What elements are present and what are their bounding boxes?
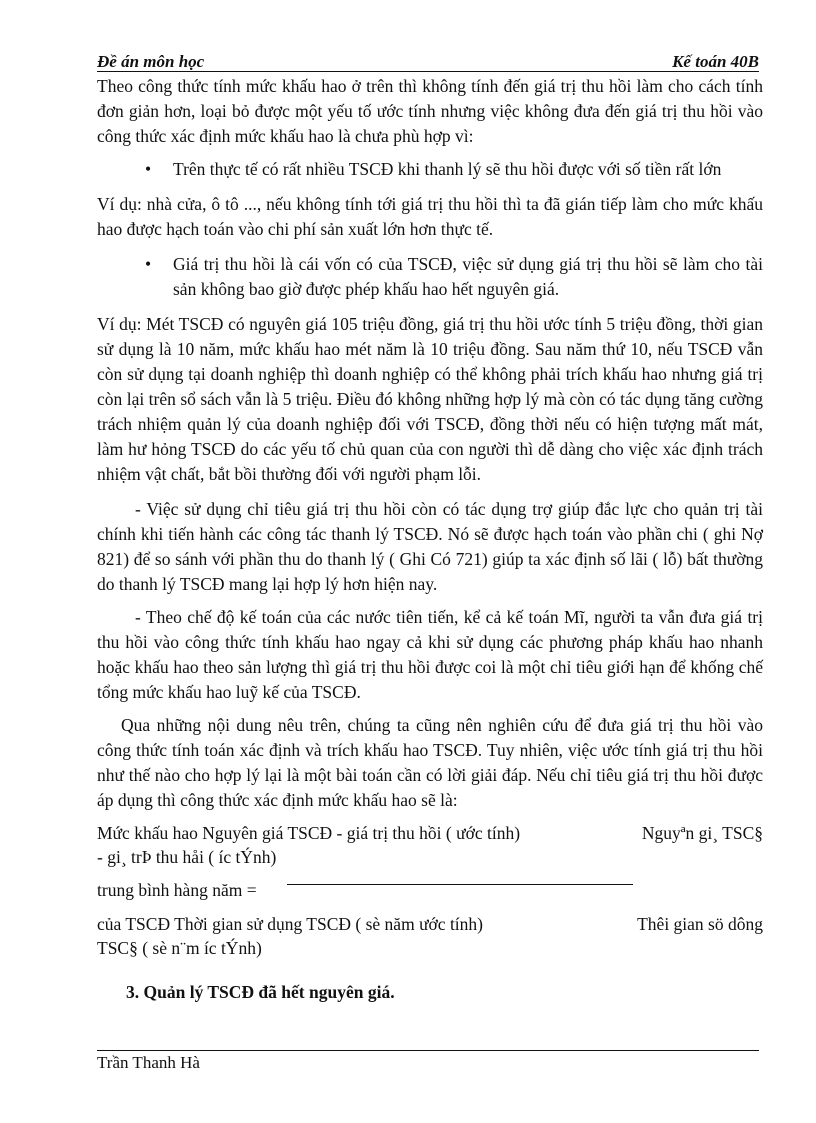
- fraction-bar: [287, 884, 633, 885]
- footer-author: Trần Thanh Hà: [97, 1053, 200, 1072]
- header-class-name: Kế toán 40B: [672, 52, 759, 71]
- document-body: [97, 74, 763, 961]
- depreciation-formula: [97, 821, 763, 961]
- bullet-text-2: Giá trị thu hồi là cái vốn có của TSCĐ, việc sử dụng giá trị thu hồi sẽ làm cho tài sản không bao giờ được phép khấu hao hết nguyên giá.: [173, 254, 763, 299]
- formula-line-4-garbled: Thêi gian sö dông: [637, 914, 763, 934]
- header-rule: [97, 71, 759, 72]
- dash-paragraph-1: - Việc sử dụng chỉ tiêu giá trị thu hồi còn có tác dụng trợ giúp đắc lực cho quản trị tài chính khi tiến hành các công tác thanh lý TSCĐ. Nó sẽ được hạch toán vào phần chi ( ghi Nợ 821) để so sánh với phần thu do thanh lý ( Ghi Có 721) giúp ta xác định số lãi ( lỗ) bất thường do thanh lý TSCĐ mang lại hợp lý hơn hiện nay.: [97, 499, 763, 594]
- footer-rule: [97, 1050, 759, 1051]
- formula-line-3: trung bình hàng năm =: [97, 880, 257, 900]
- page-header: [97, 52, 759, 72]
- bullet-item-2: [97, 252, 763, 302]
- formula-line-4: của TSCĐ Thời gian sử dụng TSCĐ ( sè năm ước tính): [97, 914, 483, 934]
- bullet-icon: •: [145, 254, 152, 274]
- conclusion-paragraph: Qua những nội dung nêu trên, chúng ta cũng nên nghiên cứu để đưa giá trị thu hồi vào công thức tính toán xác định và trích khấu hao TSCĐ. Tuy nhiên, việc ước tính giá trị thu hồi như thế nào cho hợp lý lại là một bài toán cần có lời giải đáp. Nếu chỉ tiêu giá trị thu hồi được áp dụng thì công thức xác định mức khấu hao sẽ là:: [97, 715, 763, 810]
- bullet-text-1: Trên thực tế có rất nhiều TSCĐ khi thanh lý sẽ thu hồi được với số tiền rất lớn: [173, 159, 722, 179]
- header-course-title: Đề án môn học: [97, 52, 205, 71]
- section-heading: 3. Quản lý TSCĐ đã hết nguyên giá.: [126, 982, 395, 1002]
- dash-paragraph-2: - Theo chế độ kế toán của các nước tiên tiến, kể cả kế toán Mĩ, người ta vẫn đưa giá trị thu hồi vào công thức tính khấu hao ngay cả khi sử dụng các phương pháp khấu hao nhanh hoặc khấu hao theo sản lượng thì giá trị thu hồi được coi là một chỉ tiêu giới hạn để khống chế tổng mức khấu hao luỹ kế của TSCĐ.: [97, 607, 763, 702]
- formula-line-1-garbled: Nguyªn gi¸ TSC§: [641, 823, 763, 843]
- example-paragraph-1: Ví dụ: nhà cửa, ô tô ..., nếu không tính tới giá trị thu hồi thì ta đã gián tiếp làm cho mức khấu hao được hạch toán vào chi phí sản xuất lớn hơn thực tế.: [97, 194, 763, 239]
- intro-paragraph: Theo công thức tính mức khấu hao ở trên thì không tính đến giá trị thu hồi làm cho cách tính đơn giản hơn, loại bỏ được một yếu tố ước tính nhưng việc không đưa đến giá trị thu hồi vào công thức xác định mức khấu hao là chưa phù hợp vì:: [97, 76, 763, 146]
- formula-line-2: - gi¸ trÞ thu håi ( íc tÝnh): [97, 847, 277, 867]
- bullet-icon: •: [145, 159, 152, 179]
- bullet-item-1: [97, 157, 763, 182]
- formula-line-1: Mức khấu hao Nguyên giá TSCĐ - giá trị thu hồi ( ước tính): [97, 823, 521, 843]
- example-paragraph-2: Ví dụ: Mét TSCĐ có nguyên giá 105 triệu đồng, giá trị thu hồi ước tính 5 triệu đồng, thời gian sử dụng là 10 năm, mức khấu hao mét năm là 10 triệu đồng. Sau năm thứ 10, nếu TSCĐ vẫn còn sử dụng tại doanh nghiệp thì doanh nghiệp có thể không phải trích khấu hao nhưng giá trị còn lại trên sổ sách vẫn là 5 triệu. Điều đó không những hợp lý mà còn có tác dụng tăng cường trách nhiệm quản lý của doanh nghiệp đối với TSCĐ, đồng thời nếu có hiện tượng mất mát, làm hư hỏng TSCĐ do các yếu tố chủ quan của con người thì dễ dàng cho việc xác định trách nhiệm vật chất, bắt bồi thường đối với người phạm lỗi.: [97, 314, 763, 484]
- formula-line-5: TSC§ ( sè n¨m íc tÝnh): [97, 938, 262, 958]
